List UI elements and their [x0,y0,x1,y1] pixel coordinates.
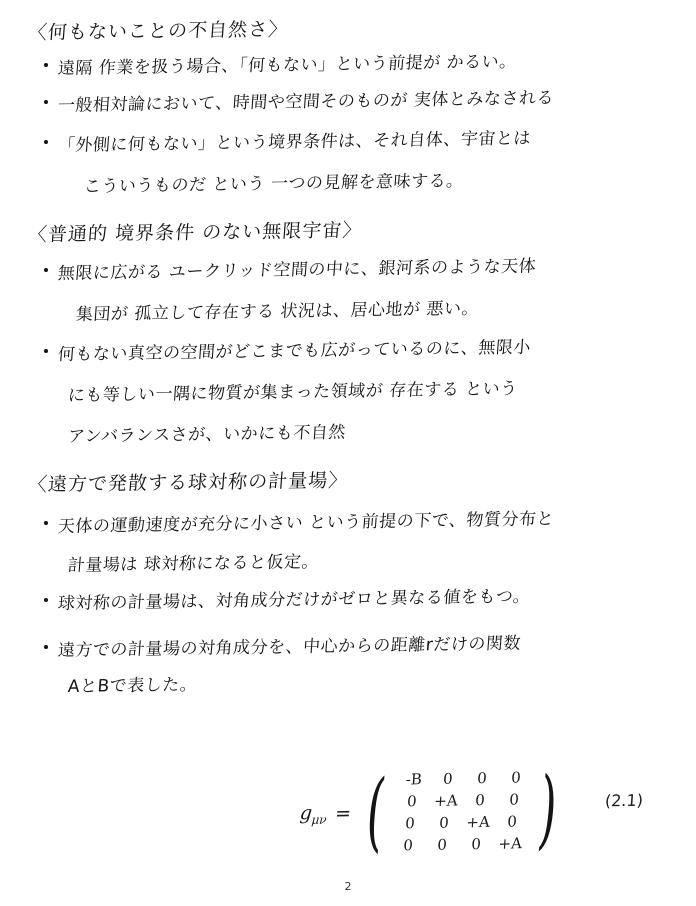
bullet-marker [44,140,48,144]
body-line: 球対称の計量場は、対角成分だけがゼロと異なる値をもつ。 [57,586,531,614]
body-line: 無限に広がる ユークリッド空間の中に、銀河系のような天体 [57,256,537,284]
body-line: 遠隔 作業を扱う場合、「何もない」という前提が かるい。 [57,51,518,79]
matrix-cell: 0 [436,835,448,854]
body-line: AとBで表した。 [67,674,198,697]
equals-sign: = [334,802,353,825]
equation-number: (2.1) [604,790,644,811]
body-line: 集団が 孤立して存在する 状況は、居心地が 悪い。 [75,298,480,325]
body-line: 遠方での計量場の対角成分を、中心からの距離rだけの関数 [57,633,522,661]
body-line: 天体の運動速度が充分に小さい という前提の下で、物質分布と [57,509,555,537]
left-paren: ( [362,762,390,863]
matrix-cell: +A [433,791,459,811]
section-heading-2: 〈普通的 境界条件 のない無限宇宙〉 [27,219,364,246]
bullet-marker [44,63,48,67]
section-heading-3: 〈遠方で発散する球対称の計量場〉 [27,469,350,496]
metric-symbol: g [298,801,314,824]
bullet-marker [44,349,48,353]
right-paren: ) [534,759,561,860]
bullet-marker [44,100,48,104]
matrix-cell: 0 [510,768,522,787]
body-line: にも等しい一隅に物質が集まった領域が 存在する という [67,378,519,406]
bullet-marker [44,268,48,272]
matrix-cell: +A [497,834,523,854]
bullet-marker [44,645,48,649]
body-line: 「外側に何もない」という境界条件は、それ自体、宇宙とは [57,128,532,156]
matrix-cell: 0 [474,791,486,810]
body-line: 何もない真空の空間がどこまでも広がっているのに、無限小 [57,337,532,365]
matrix-cell: -B [404,770,423,789]
section-heading-1: 〈何もないことの不自然さ〉 [27,18,290,44]
matrix [355,759,568,863]
bullet-marker [44,521,48,525]
body-line: こういうものだ という 一つの見解を意味する。 [83,171,465,197]
body-line: 一般相対論において、時間や空間そのものが 実体とみなされる [57,88,555,116]
body-line: アンバランスさが、いかにも不自然 [67,422,347,447]
matrix-cell: 0 [442,769,454,788]
metric-indices: μν [310,812,328,827]
bullet-marker [44,598,48,602]
matrix-cell: +A [465,812,491,832]
matrix-cell: 0 [406,792,418,811]
matrix-cell: 0 [470,835,482,854]
matrix-cell: 0 [508,790,520,809]
matrix-cell: 0 [402,836,414,855]
page-number: 2 [344,880,352,893]
body-line: 計量場は 球対称になると仮定。 [67,552,320,576]
matrix-cell: 0 [506,812,518,831]
equation-lhs [299,801,328,826]
matrix-cell: 0 [438,813,450,832]
matrix-cell: 0 [476,769,488,788]
matrix-cell: 0 [404,814,416,833]
equation-block [296,759,568,863]
matrix-grid [389,766,535,856]
